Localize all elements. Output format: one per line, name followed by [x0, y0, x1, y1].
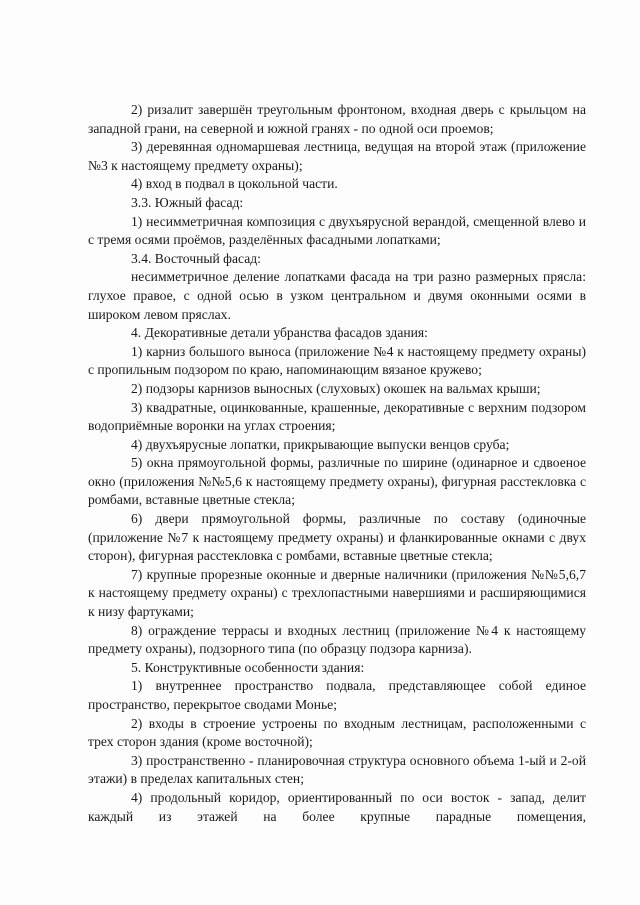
heading-south-facade: 3.3. Южный фасад: [131, 194, 244, 210]
paragraph-doors: 6) двери прямоугольной формы, различные по составу (одиночные (приложение №7 к настоящему предмету охраны) и фланкированные окнами с двух сторон), фигурная расстекловка с ромбами, вставные цветные стекла; [88, 511, 586, 564]
paragraph-entrances: 2) входы в строение устроены по входным лестницам, расположенными с трех сторон здания (кроме восточной); [88, 715, 586, 750]
paragraph-spatial-structure: 3) пространственно - планировочная структура основного объема 1-ый и 2-ой этажи) в пределах капитальных стен; [88, 752, 586, 787]
paragraph-cornice: 1) карниз большого выноса (приложение №4 к настоящему предмету охраны) с пропильным подзором по краю, напоминающим вязаное кружево; [88, 343, 586, 378]
paragraph-dormer-valances: 2) подзоры карнизов выносных (слуховых) окошек на вальмах крыши; [131, 380, 541, 396]
paragraph-risalit: 2) ризалит завершён треугольным фронтоном, входная дверь с крыльцом на западной грани, на северной и южной гранях - по одной оси проемов; [88, 102, 586, 136]
paragraph-east-division: несимметричное деление лопатками фасада на три разно размерных прясла: глухое правое, с одной осью в узком центральном и двумя оконными осями в широком левом пряслах. [88, 269, 586, 322]
paragraph-terrace-railing: 8) ограждение террасы и входных лестниц (приложение №4 к настоящему предмету охраны), подзорного типа (по образцу подзора карниза). [88, 622, 586, 657]
paragraph-basement-entrance: 4) вход в подвал в цокольной части. [131, 176, 338, 192]
paragraph-windows: 5) окна прямоугольной формы, различные по ширине (одинарное и сдвоеное окно (приложения №№5,6 к настоящему предмету охраны), фигурная расстекловка с ромбами, вставные цветные стекла; [88, 455, 586, 508]
paragraph-drain-funnels: 3) квадратные, оцинкованные, крашенные, декоративные с верхним подзором водоприёмные воронки на углах строения; [88, 399, 586, 434]
paragraph-south-composition: 1) несимметричная композиция с двухъярусной верандой, смещенной влево и с тремя осями проёмов, разделённых фасадными лопатками; [88, 213, 586, 248]
paragraph-corridor: 4) продольный коридор, ориентированный по оси восток - запад, делит каждый из этажей на более крупные парадные помещения, [88, 789, 586, 824]
heading-decorative-details: 4. Декоративные детали убранства фасадов здания: [131, 325, 428, 341]
paragraph-platbands: 7) крупные прорезные оконные и дверные наличники (приложения №№5,6,7 к настоящему предмету охраны) с трехлопастными навершиями и расширяющимися к низу фартуками; [88, 566, 586, 620]
paragraph-staircase: 3) деревянная одномаршевая лестница, ведущая на второй этаж (приложение №3 к настоящему предмету охраны); [88, 139, 586, 173]
paragraph-pilasters: 4) двухъярусные лопатки, прикрывающие выпуски венцов сруба; [131, 436, 510, 452]
document-body [88, 101, 586, 826]
heading-structural-features: 5. Конструктивные особенности здания: [131, 659, 365, 675]
heading-east-facade: 3.4. Восточный фасад: [131, 250, 261, 266]
paragraph-basement-space: 1) внутреннее пространство подвала, представляющее собой единое пространство, перекрытое сводами Монье; [88, 678, 586, 712]
